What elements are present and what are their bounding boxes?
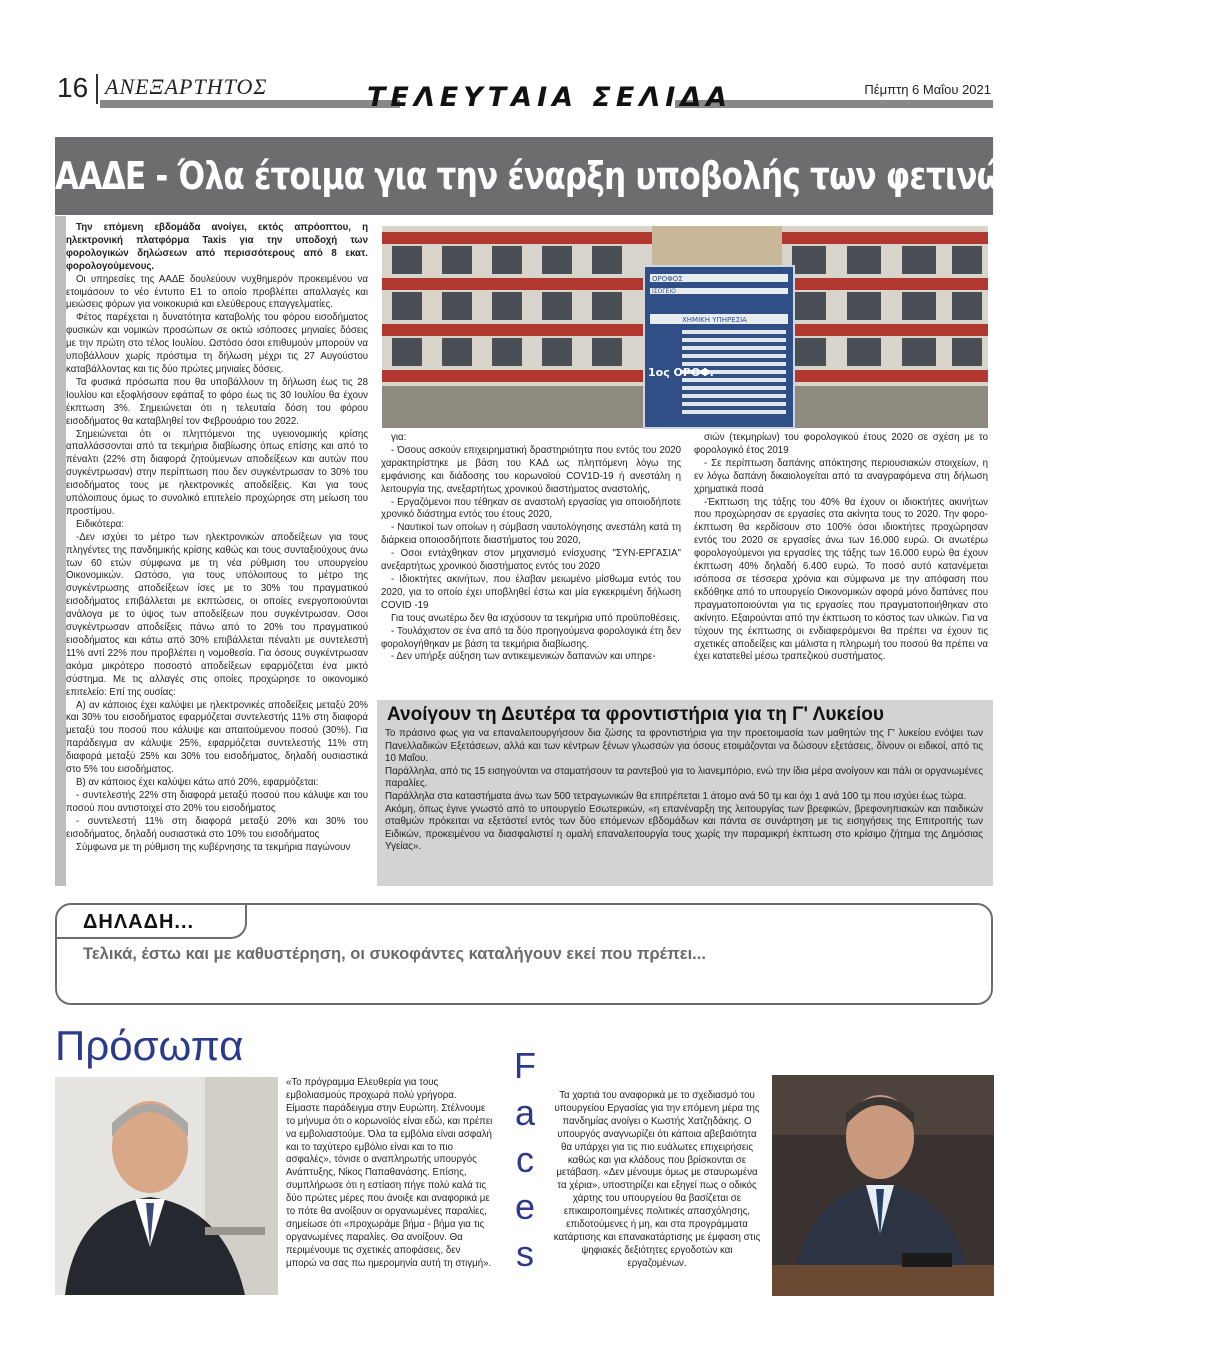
article-paragraph: Οι υπηρεσίες της ΑΑΔΕ δουλεύουν νυχθημερόν προκειμένου να ετοιμάσουν το νέο έντυπο Ε1 το οποίο προβλέπει απαλλαγές και μειώσεις φόρων για νοικοκυριά και ελεύθερους επαγγελματίες.	[66, 273, 368, 311]
article-paragraph: Σημειώνεται ότι οι πληττόμενοι της υγειονομικής κρίσης απαλλάσσονται από τα τεκμήρια διαβίωσης όπως επίσης και από το πέναλτι (22% στη διαφορά ζητούμενων αποδείξεων και αυτών που συγκέντρωσαν) στην περίπτωση που δεν συγκέντρωσαν το 30% του εισοδήματος τους με ηλεκτρονικές αποδείξεις. Και για τους υπόλοιπους όμως το συνολικό επιτελείο προχώρησε στη μείωση του προστίμου.	[66, 428, 368, 517]
article-paragraph: - Σε περίπτωση δαπάνης απόκτησης περιουσιακών στοιχείων, η εν λόγω δαπάνη δικαιολογείται από τα αναγραφόμενα στη δήλωση χρηματικά ποσά	[694, 457, 988, 495]
article-column-1	[66, 222, 368, 854]
article-paragraph: Για τους ανωτέρω δεν θα ισχύσουν τα τεκμήρια υπό προϋποθέσεις.	[391, 612, 680, 624]
article-paragraph: - Τουλάχιστον σε ένα από τα δύο προηγούμενα φορολογικά έτη δεν φορολογήθηκαν με βάση τα τεκμήρια διαβίωσης.	[381, 625, 681, 650]
article-paragraph: - συντελεστής 22% στη διαφορά μεταξύ ποσού που κάλυψε και του ποσού που αντιστοιχεί στο 20% του εισοδήματος	[66, 789, 368, 814]
page-number-divider	[96, 74, 98, 104]
article-paragraph: σιών (τεκμηρίων) του φορολογικού έτους 2020 σε σχέση με το φορολογικό έτος 2019	[694, 432, 988, 456]
box-paragraph: Παράλληλα, από τις 15 εισηγούνται να σταματήσουν τα ραντεβού για το λιανεμπόριο, ενώ την ίδια μέρα ανοίγουν και πάλι οι οργανωμένες παραλίες.	[385, 765, 983, 790]
photo-sign-line-2: ΙΣΟΓΕΙΟ	[652, 288, 676, 295]
box-paragraph: Παράλληλα στα καταστήματα άνω των 500 τετραγωνικών θα επιτρέπεται 1 άτομο ανά 50 τμ και όχι 1 ανά 100 τμ που ισχύει έως τώρα.	[385, 790, 967, 802]
article-paragraph: - Ναυτικοί των οποίων η σύμβαση ναυτολόγησης ανεστάλη κατά τη διάρκεια οποιοσδήποτε διαστήματος του 2020,	[381, 522, 681, 547]
faces-letter: a	[514, 1092, 536, 1133]
article-paragraph: Β) αν κάποιος έχει καλύψει κάτω από 20%, εφαρμόζεται:	[76, 776, 319, 788]
box-body	[385, 728, 983, 854]
newspaper-name: ΑΝΕΞΑΡΤΗΤΟΣ	[105, 74, 268, 99]
article-paragraph: - συντελεστή 11% στη διαφορά μεταξύ 20% και 30% του εισοδήματος, δηλαδή ουσιαστικά στο 10% του εισοδήματος	[66, 815, 368, 840]
article-paragraph: Σύμφωνα με τη ρύθμιση της κυβέρνησης τα τεκμήρια παγώνουν	[76, 841, 351, 853]
article-paragraph: - Όσους ασκούν επιχειρηματική δραστηριότητα που εντός του 2020 χαρακτηρίστηκε με βάση του ΚΑΔ ως πληττόμενη λόγω της εμφάνισης και διάδοσης του κορωνοϊού COV1D-19 ή ανεστάλη η λειτουργία της, ανεξαρτήτως χρονικού διαστήματος αναστολής,	[381, 444, 681, 495]
faces-side-word	[510, 1042, 540, 1277]
article-paragraph: Την επόμενη εβδομάδα ανοίγει, εκτός απρόοπτου, η ηλεκτρονική πλατφόρμα Taxis για την υποδοχή των φορολογικών δηλώσεων από περισσότερους από 8 εκατ. φορολογούμενους.	[66, 222, 368, 272]
portrait-photo-right	[772, 1075, 994, 1296]
box-paragraph: Το πράσινο φως για να επαναλειτουργήσουν δια ζώσης τα φροντιστήρια για την προετοιμασία των μαθητών της Γ' λυκείου ενόψει των Πανελλαδικών Εξετάσεων, αλλά και των κέντρων ξένων γλωσσών για όσους ετοιμάζονται να δώσουν εξετάσεις, δίνουν οι ειδικοί, από τις 10 Μαΐου.	[385, 728, 983, 765]
article-paragraph: - Οσοι εντάχθηκαν στον μηχανισμό ενίσχυσης "ΣΥΝ-ΕΡΓΑΣΙΑ" ανεξαρτήτως χρονικού διαστήματος εντός του 2020	[381, 548, 681, 573]
page-header	[55, 70, 993, 113]
main-headline: ΑΑΔΕ - Όλα έτοιμα για την έναρξη υποβολής των φετινών δηλώσεων	[55, 137, 993, 215]
column-side-bar	[55, 216, 66, 886]
article-paragraph: - Εργαζόμενοι που τέθηκαν σε αναστολή εργασίας για οποιοδήποτε χρονικό διάστημα εντός του έτους 2020,	[381, 496, 681, 521]
issue-date: Πέμπτη 6 Μαΐου 2021	[864, 82, 991, 97]
faces-letter: e	[514, 1186, 536, 1227]
article-paragraph: Τα φυσικά πρόσωπα που θα υποβάλλουν τη δήλωση έως τις 28 Ιουλίου και εξοφλήσουν εφάπαξ το φόρο έως τις 30 Ιουλίου θα έχουν έκπτωση 3%. Σημειώνεται ότι η τελευταία δόση του φόρου εισοδήματος θα καταβληθεί τον Φεβρουάριο του 2022.	[66, 376, 368, 427]
faces-letter: s	[516, 1233, 534, 1274]
article-column-2	[381, 432, 681, 664]
portrait-left-illustration	[55, 1077, 278, 1295]
faces-letter: F	[514, 1045, 536, 1086]
photo-sign-line-1: ΟΡΟΦΟΣ	[652, 275, 683, 283]
tutoring-box	[377, 700, 993, 886]
article-paragraph: Α) αν κάποιος έχει καλύψει με ηλεκτρονικές αποδείξεις μεταξύ 20% και 30% του εισοδήματος εφαρμόζεται συντελεστής 11% στη διαφορά μεταξύ του ποσού που κάλυψε και απαιτούμενου ποσού (30%). Για παράδειγμα αν κάλυψε 25%, εφαρμόζεται συντελεστής 11% στη διαφορά μεταξύ 25% και 30% του εισοδήματος, δηλαδή ουσιαστικά στο 5% του εισοδήματος.	[66, 699, 368, 776]
portrait-photo-left	[55, 1077, 278, 1295]
box-paragraph: Ακόμη, όπως έγινε γνωστό από το υπουργείο Εσωτερικών, «η επανέναρξη της λειτουργίας των βρεφικών, βρεφονηπιακών και παιδικών σταθμών πρόκειται να εξετάστεί εντός των δύο επόμενων εβδομάδων και πάντα σε συνάρτηση με τις εισηγήσεις της Επιτροπής των Ειδικών, προκειμένου να διασφαλιστεί η ομαλή επαναλειτουργία τους χωρίς την παραμικρή έκπτωση στο κρίσιμο ζήτημα της Δημόσιας Υγείας».	[385, 803, 983, 853]
header-rule-left	[100, 100, 400, 108]
article-paragraph: - Ιδιοκτήτες ακινήτων, που έλαβαν μειωμένο μίσθωμα εντός του 2020, για το οποίο έχει υποβληθεί έστω και μία εγκεκριμένη δήλωση COVID -19	[381, 573, 681, 611]
section-title: ΤΕΛΕΥΤΑΙΑ ΣΕΛΙΔΑ	[367, 82, 733, 113]
dilad-title: ΔΗΛΑΔΗ...	[83, 911, 195, 933]
article-column-3	[694, 432, 988, 664]
article-paragraph: -Έκπτωση της τάξης του 40% θα έχουν οι ιδιοκτήτες ακινήτων που προχώρησαν σε εργασίες στα ακίνητα τους το 2020. Την φορο-έκπτωση θα κερδίσουν στο 100% όσοι ιδιοκτήτες προχώρησαν εντός του 2020 σε εργασίες άνω των 16.000 ευρώ. Οι ανωτέρω φορολογούμενοι για εργασίες της τάξης των 16.000 ευρώ θα έχουν έκπτωση 40% δηλαδή 6.400 ευρώ. Το ποσό αυτό κατανέμεται ισόποσα σε τέσσερα χρόνια και σύμφωνα με την απόφαση που εκδόθηκε από το υπουργείο Οικονομικών αφορά μόνο δαπάνες που πραγματοποιούνται για τις εργασίες που πραγματοποιήθηκαν στο ακίνητο. Εξαιρούνται από την έκπτωση το κόστος των υλικών. Για να τύχουν της έκπτωσης οι ενδιαφερόμενοι θα πρέπει να έχουν τις σχετικές αποδείξεις και μάλιστα η πληρωμή του ποσού θα πρέπει να έχει κατατεθεί μέσω τραπεζικού συστήματος.	[694, 496, 988, 663]
quote-right: Τα χαρτιά του αναφορικά με το σχεδιασμό του υπουργείου Εργασίας για την επόμενη μέρα της πανδημίας ανοίγει ο Κωστής Χατζηδάκης. Ο υπουργός αναγνωρίζει ότι κάποια αβεβαιότητα θα υπάρχει για τις πιο ευάλωτες επιχειρήσεις καθώς και για κλάδους που βρίσκονται σε μετάβαση. «Δεν μένουμε όμως με σταυρωμένα τα χέρια», υποστηρίζει και εξηγεί πως ο οδικός χάρτης του υπουργείου θα βασίζεται σε επικαιροποιημένες πολιτικές απασχόλησης, επιδοτούμενες ή μη, και στα προγράμματα κατάρτισης και επανακατάρτισης με έμφαση στις ψηφιακές δεξιότητες εργοδοτών και εργαζομένων.	[553, 1090, 761, 1269]
article-paragraph: - Δεν υπήρξε αύξηση των αντικειμενικών δαπανών και υπηρε-	[391, 651, 656, 663]
article-paragraph: Φέτος παρέχεται η δυνατότητα καταβολής του φόρου εισοδήματος φυσικών και νομικών προσώπων σε οκτώ ισόποσες μηνιαίες δόσεις με την πρώτη στο τέλος Ιουλίου. Ωστόσο όσοι επιθυμούν μπορούν να υποβάλλουν χωρίς πρόστιμα τη δήλωση μέχρι τις 27 Αυγούστου καταβάλλοντας και τις δύο πρώτες μηνιαίες δόσεις.	[66, 312, 368, 375]
photo-sign-line-3: ΧΗΜΙΚΗ ΥΠΗΡΕΣΙΑ	[682, 316, 747, 324]
article-paragraph: -Δεν ισχύει το μέτρο των ηλεκτρονικών αποδείξεων για τους πληγέντες της πανδημικής κρίσης καθώς και τους συνταξιούχους άνω των 60 ετών σύμφωνα με τη νέα ρύθμιση του υπουργείου Οικονομικών. Ωστόσο, για τους υπόλοιπους το μέτρο της συγκέντρωσης αποδείξεων ίσες με το 30% του πραγματικού εισοδήματος επιβάλλεται με εκπτώσεις, οι οποίες ενεργοποιούνται ανάλογα με το ύψος των αποδείξεων που συγκέντρωσαν. Οσοι συγκέντρωσαν αποδείξεις πάνω από το 20% του πραγματικού εισοδήματος και κάτω από 30% επιβάλλεται πέναλτι με συντελεστή 11% αντί 22% που προβλέπει η νομοθεσία. Για όσους συγκέντρωσαν ακόμα μικρότερο ποσοστό αποδείξεων εφαρμόζεται ένα μικτό σύστημα. Με τις αλλαγές στις οποίες προχώρησε το οικονομικό επιτελείο: Επί της ουσίας:	[66, 531, 368, 698]
dilad-box	[55, 903, 993, 1005]
page-number: 16	[57, 72, 89, 103]
article-paragraph: για:	[391, 432, 407, 443]
article-paragraph: Ειδικότερα:	[76, 518, 125, 530]
building-photo-illustration	[382, 226, 988, 428]
box-title: Ανοίγουν τη Δευτέρα τα φροντιστήρια για τη Γ' Λυκείου	[387, 704, 884, 725]
quote-left: «Το πρόγραμμα Ελευθερία για τους εμβολιασμούς προχωρά πολύ γρήγορα. Είμαστε παράδειγμα στην Ευρώπη. Στέλνουμε το μήνυμα ότι ο κορωνοϊός είναι εδώ, και πρέπει να εμβολιαστούμε. Όλα τα εμβόλια είναι ασφαλή και το ταχύτερο εμβόλιο είναι και το πιο ασφαλές», τόνισε ο αναπληρωτής υπουργός Ανάπτυξης, Νίκος Παπαθανάσης. Επίσης, συμπλήρωσε ότι η εστίαση πήγε πολύ καλά τις δύο πρώτες μέρες που άνοιξε και αναφορικά με το πότε θα ανοίξουν οι οργανωμένες παραλίες, σημείωσε ότι «προχωράμε βήμα - βήμα για τις οργανωμένες παραλίες. Θα ανοίξουν. Θα περιμένουμε τις σχετικές αποφάσεις, δεν μπορώ να σας πω ημερομηνία αυτή τη στιγμή».	[286, 1077, 493, 1269]
photo-sign-line-4: 1ος ΟΡΟΦ.	[648, 366, 714, 379]
article-photo-building	[382, 226, 988, 428]
dilad-text: Τελικά, έστω και με καθυστέρηση, οι συκοφάντες καταλήγουν εκεί που πρέπει...	[83, 945, 706, 963]
faces-letter: c	[516, 1139, 534, 1180]
faces-title: Πρόσωπα	[55, 1022, 244, 1069]
portrait-right-illustration	[772, 1075, 994, 1296]
